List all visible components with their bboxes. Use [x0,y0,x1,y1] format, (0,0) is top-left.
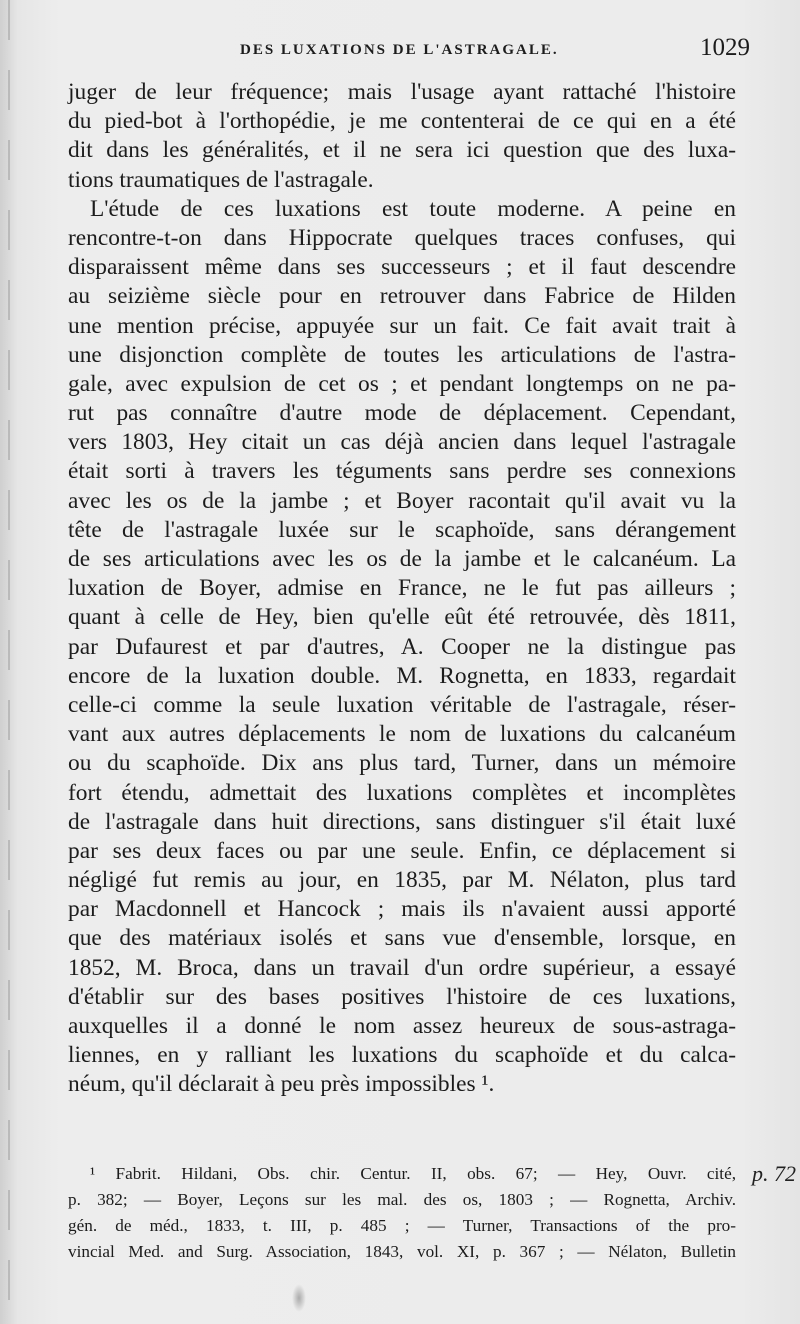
body-line: au seizième siècle pour en retrouver dans Fabrice de Hilden [68,283,736,310]
body-line: fort étendu, admettait des luxations complètes et incomplètes [68,779,736,806]
footnote-line: ¹ Fabrit. Hildani, Obs. chir. Centur. II, obs. 67; — Hey, Ouvr. cité, [90,1164,736,1183]
body-line: ou du scaphoïde. Dix ans plus tard, Turner, dans un mémoire [68,750,736,777]
body-line: était sorti à travers les téguments sans perdre ses connexions [68,458,736,485]
body-line: gale, avec expulsion de cet os ; et pendant longtemps on ne pa- [68,370,736,397]
body-line: liennes, en y ralliant les luxations du scaphoïde et du calca- [68,1042,736,1069]
body-line: tête de l'astragale luxée sur le scaphoïde, sans dérangement [68,516,736,543]
body-line: 1852, M. Broca, dans un travail d'un ordre supérieur, a essayé [68,954,736,981]
body-line: L'étude de ces luxations est toute moderne. A peine en [90,195,736,222]
binding-shadow [8,0,10,1324]
page-header [60,34,750,68]
body-line: de l'astragale dans huit directions, sans distinguer s'il était luxé [68,808,736,835]
footnotes [68,1161,736,1265]
ink-smudge [292,1284,306,1312]
body-line: juger de leur fréquence; mais l'usage ayant rattaché l'histoire [68,79,736,105]
body-line: que des matériaux isolés et sans vue d'ensemble, lorsque, en [68,925,736,952]
body-line: rencontre-t-on dans Hippocrate quelques traces confuses, qui [68,224,736,251]
body-line: auxquelles il a donné le nom assez heureux de sous-astraga- [68,1013,736,1039]
body-line: par ses deux faces ou par une seule. Enfin, ce déplacement si [68,837,736,864]
body-line: une disjonction complète de toutes les articulations de l'astra- [68,341,736,368]
body-line: tions traumatiques de l'astragale. [68,166,374,193]
page-number: 1029 [700,34,750,61]
body-line: par Dufaurest et par d'autres, A. Cooper ne la distingue pas [68,633,736,660]
body-line: rut pas connaître d'autre mode de déplacement. Cependant, [68,400,736,427]
footnote-line: p. 382; — Boyer, Leçons sur les mal. des os, 1803 ; — Rognetta, Archiv. [68,1190,736,1209]
handwritten-margin-note: p. 72 [752,1161,796,1186]
body-line: luxation de Boyer, admise en France, ne le fut pas ailleurs ; [68,575,736,602]
body-line: celle-ci comme la seule luxation véritable de l'astragale, réser- [68,691,736,718]
body-line: avec les os de la jambe ; et Boyer racontait qu'il avait vu la [68,487,736,514]
body-line: d'établir sur des bases positives l'histoire de ces luxations, [68,983,736,1010]
footnote-line: gén. de méd., 1833, t. III, p. 485 ; — Turner, Transactions of the pro- [68,1216,736,1235]
body-line: disparaissent même dans ses successeurs ; et il faut descendre [68,254,736,281]
body-line: néum, qu'il déclarait à peu près impossibles ¹. [68,1071,495,1098]
body-line: vers 1803, Hey citait un cas déjà ancien dans lequel l'astragale [68,429,736,456]
body-line: dit dans les généralités, et il ne sera ici question que des luxa- [68,137,736,164]
running-title: DES LUXATIONS DE L'ASTRAGALE. [240,42,559,58]
footnote-line: vincial Med. and Surg. Association, 1843, vol. XI, p. 367 ; — Nélaton, Bulletin [68,1242,736,1261]
body-line: négligé fut remis au jour, en 1835, par M. Nélaton, plus tard [68,867,736,894]
body-line: vant aux autres déplacements le nom de luxations du calcanéum [68,721,736,748]
body-text [68,78,736,1100]
body-line: du pied-bot à l'orthopédie, je me contenterai de ce qui en a été [68,108,736,135]
body-line: par Macdonnell et Hancock ; mais ils n'avaient aussi apporté [68,896,736,923]
body-line: une mention précise, appuyée sur un fait. Ce fait avait trait à [68,312,736,339]
body-line: de ses articulations avec les os de la jambe et le calcanéum. La [68,546,736,572]
body-line: encore de la luxation double. M. Rognetta, en 1833, regardait [68,662,736,689]
body-line: quant à celle de Hey, bien qu'elle eût été retrouvée, dès 1811, [68,604,736,631]
